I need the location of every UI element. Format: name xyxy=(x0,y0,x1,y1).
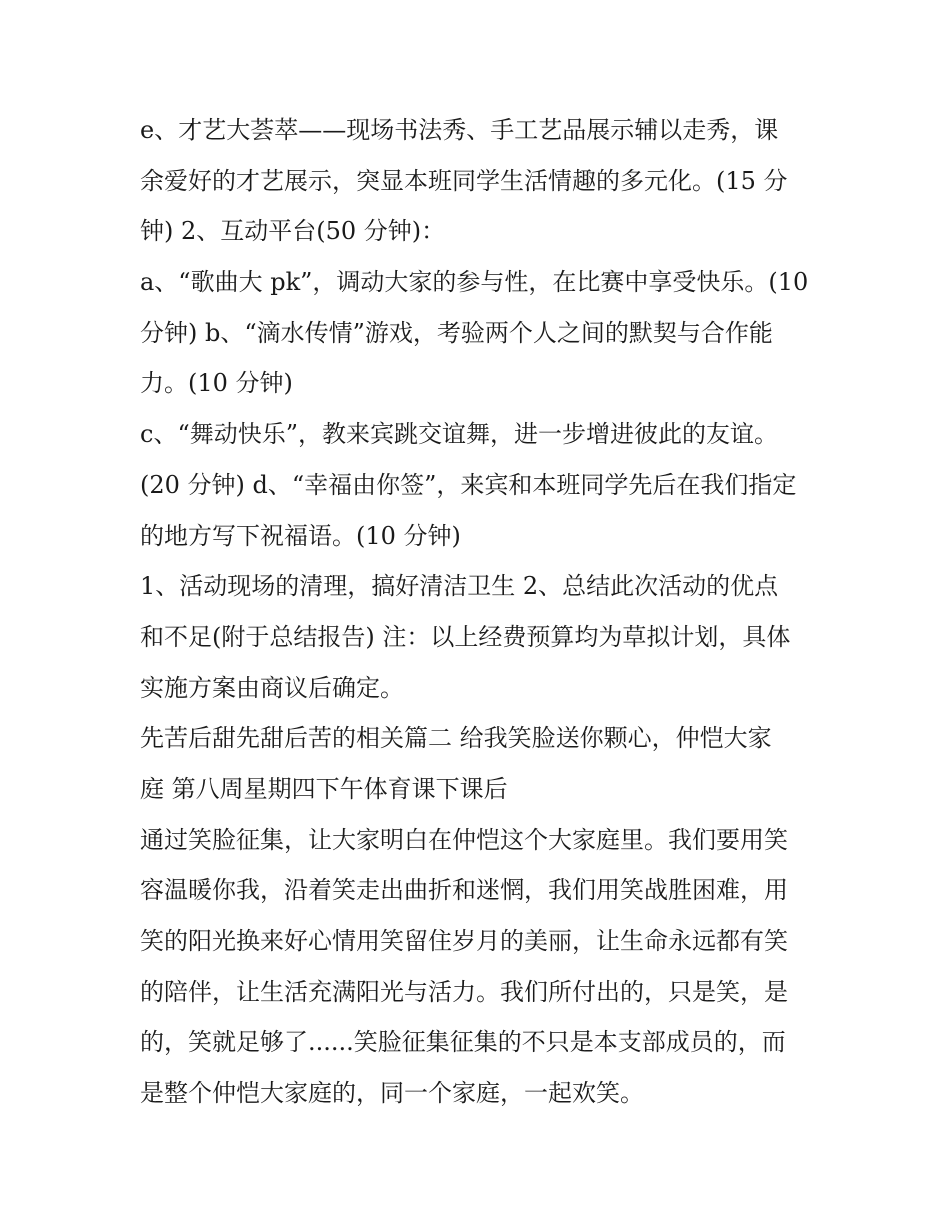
paragraph-talent-show xyxy=(140,105,830,257)
text-line: 的陪伴，让生活充满阳光与活力。我们所付出的，只是笑，是 xyxy=(140,977,788,1006)
text-line: 实施方案由商议后确定。 xyxy=(140,673,404,702)
text-line: 是整个仲恺大家庭的，同一个家庭，一起欢笑。 xyxy=(140,1079,644,1108)
text-line: 力。(10 分钟) xyxy=(140,369,293,398)
text-line: 通过笑脸征集，让大家明白在仲恺这个大家庭里。我们要用笑 xyxy=(140,825,788,854)
text-line: 和不足(附于总结报告) 注：以上经费预算均为草拟计划，具体 xyxy=(140,622,791,651)
paragraph-section-two-heading xyxy=(140,713,830,814)
text-line: e、才艺大荟萃——现场书法秀、手工艺品展示辅以走秀，课 xyxy=(140,116,779,144)
text-line: 笑的阳光换来好心情用笑留住岁月的美丽，让生命永远都有笑 xyxy=(140,927,788,955)
text-line: 容温暖你我，沿着笑走出曲折和迷惘，我们用笑战胜困难，用 xyxy=(140,876,788,905)
text-line: 1、活动现场的清理，搞好清洁卫生 2、总结此次活动的优点 xyxy=(140,572,779,601)
text-line: 钟) 2、互动平台(50 分钟)： xyxy=(140,217,446,246)
text-line: 的，笑就足够了......笑脸征集征集的不只是本支部成员的，而 xyxy=(140,1028,786,1057)
text-line: 庭 第八周星期四下午体育课下课后 xyxy=(140,774,508,803)
text-line: (20 分钟) d、“幸福由你签”，来宾和本班同学先后在我们指定 xyxy=(140,470,797,499)
text-line: 先苦后甜先甜后苦的相关篇二 给我笑脸送你颗心，仲恺大家 xyxy=(140,724,772,753)
text-line: c、“舞动快乐”，教来宾跳交谊舞，进一步增进彼此的友谊。 xyxy=(140,420,778,449)
document-body xyxy=(140,105,830,1119)
paragraph-dance xyxy=(140,409,830,561)
paragraph-smile-collection xyxy=(140,815,830,1119)
text-line: 的地方写下祝福语。(10 分钟) xyxy=(140,521,461,550)
paragraph-song-pk xyxy=(140,257,830,409)
text-line: 余爱好的才艺展示，突显本班同学生活情趣的多元化。(15 分 xyxy=(140,166,788,195)
paragraph-cleanup xyxy=(140,561,830,713)
text-line: a、“歌曲大 pk”，调动大家的参与性，在比赛中享受快乐。(10 xyxy=(140,268,809,297)
text-line: 分钟) b、“滴水传情”游戏，考验两个人之间的默契与合作能 xyxy=(140,318,773,347)
